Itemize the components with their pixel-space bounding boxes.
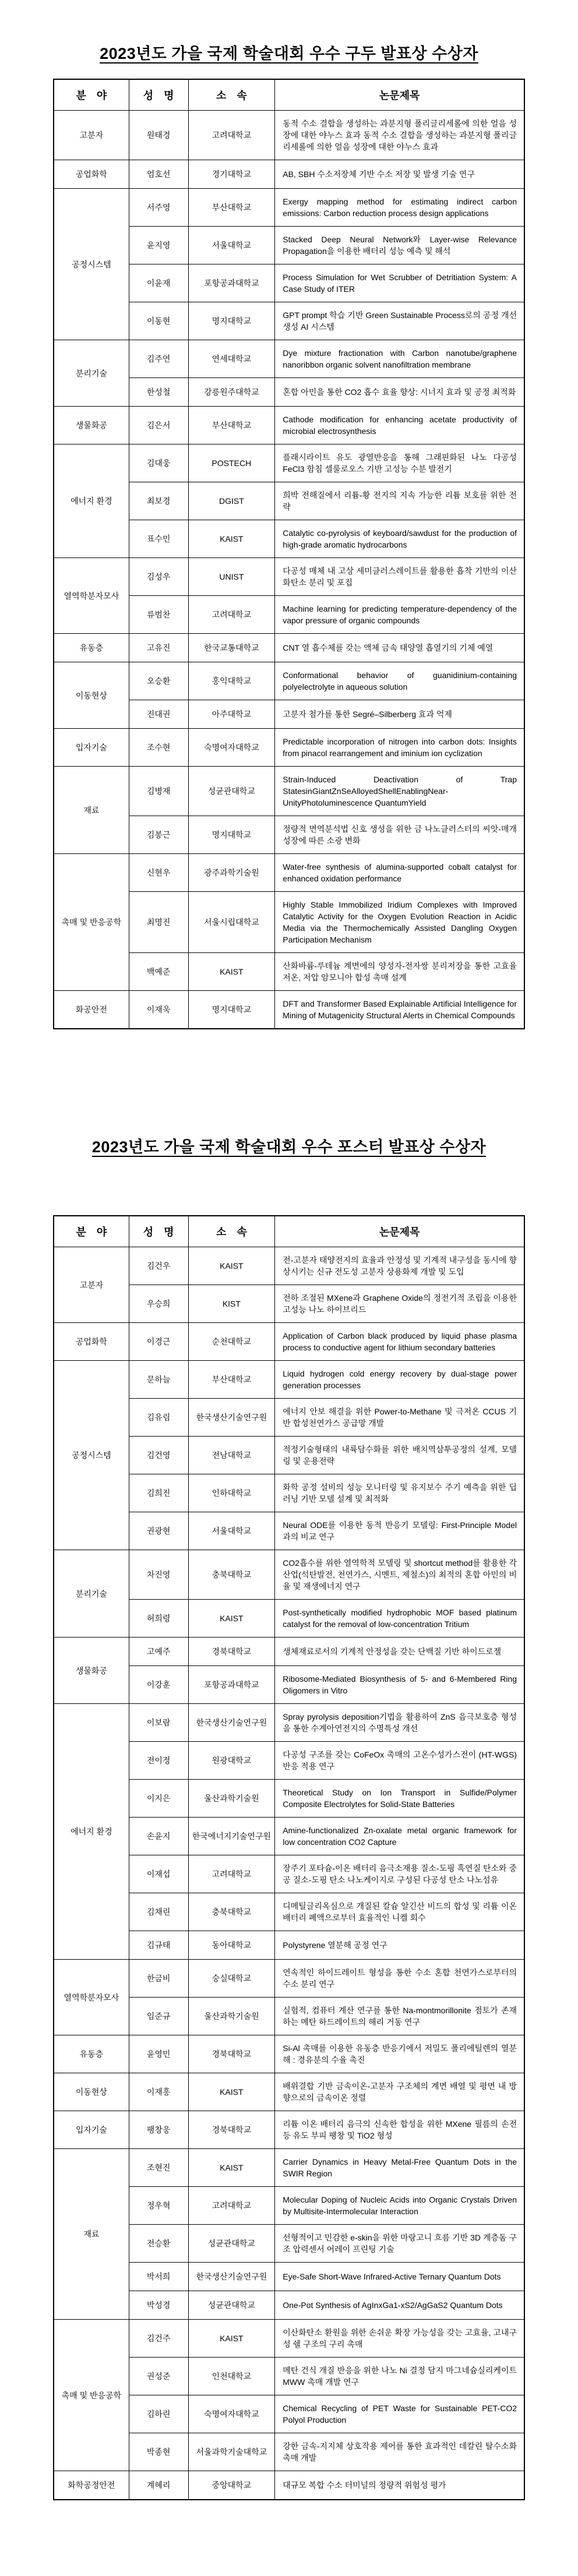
- field-cell: 생물화공: [54, 1638, 129, 1704]
- paper-title-cell: 화학 공정 설비의 성능 모니터링 및 유지보수 주기 예측을 위한 딥러닝 기반 모델 설계 및 최적화: [275, 1474, 524, 1512]
- table-row: [54, 2111, 524, 2149]
- oral-awards-section: [53, 41, 525, 1029]
- table-row: [54, 160, 524, 189]
- name-cell: 고예주: [129, 1638, 188, 1666]
- table-row: [54, 767, 524, 816]
- table-row: [54, 407, 524, 444]
- paper-title-cell: Ribosome-Mediated Biosynthesis of 5- and 6-Membered Ring Oligomers in Vitro: [275, 1666, 524, 1704]
- affiliation-cell: KAIST: [188, 1600, 275, 1638]
- column-header: 성 명: [129, 1216, 188, 1247]
- paper-title-cell: Neural ODE를 이용한 동적 반응기 모델링: First-Principle Model과의 비교 연구: [275, 1512, 524, 1550]
- field-cell: 에너지 환경: [54, 1704, 129, 1960]
- table-row: [54, 2149, 524, 2187]
- name-cell: 신현우: [129, 854, 188, 892]
- name-cell: 문하늘: [129, 1361, 188, 1399]
- affiliation-cell: 전남대학교: [188, 1437, 275, 1474]
- affiliation-cell: 성균관대학교: [188, 2291, 275, 2320]
- affiliation-cell: 경기대학교: [188, 160, 275, 189]
- paper-title-cell: Polystyrene 열분해 공정 연구: [275, 1931, 524, 1960]
- name-cell: 표수민: [129, 520, 188, 558]
- affiliation-cell: 숭실대학교: [188, 1960, 275, 1998]
- name-cell: 팽창웅: [129, 2111, 188, 2149]
- field-cell: 유동층: [54, 2035, 129, 2073]
- affiliation-cell: 숙명여자대학교: [188, 729, 275, 767]
- field-cell: 분리기술: [54, 1550, 129, 1638]
- affiliation-cell: 명지대학교: [188, 816, 275, 854]
- table-row: [54, 2320, 524, 2358]
- name-cell: 권광현: [129, 1512, 188, 1550]
- affiliation-cell: 동아대학교: [188, 1931, 275, 1960]
- name-cell: 이동현: [129, 302, 188, 340]
- name-cell: 김성우: [129, 558, 188, 596]
- name-cell: 박성경: [129, 2291, 188, 2320]
- paper-title-cell: 리튬 이온 배터리 음극의 신속한 합성을 위한 MXene 필름의 손전등 유도 부피 팽창 및 TiO2 형성: [275, 2111, 524, 2149]
- field-cell: 이동현상: [54, 2073, 129, 2111]
- column-header: 소 속: [188, 79, 275, 111]
- table-row: [54, 1638, 524, 1666]
- name-cell: 조수현: [129, 729, 188, 767]
- name-cell: 임준규: [129, 1998, 188, 2035]
- paper-title-cell: 디메틸글리옥심으로 개질된 칼슘 알긴산 비드의 합성 및 리튬 이온 배터리 폐액으로부터 효율적인 니켈 회수: [275, 1893, 524, 1931]
- paper-title-cell: Carrier Dynamics in Heavy Metal-Free Quantum Dots in the SWIR Region: [275, 2149, 524, 2187]
- affiliation-cell: 부산대학교: [188, 189, 275, 227]
- name-cell: 전이정: [129, 1742, 188, 1780]
- table-row: [54, 634, 524, 662]
- paper-title-cell: Predictable incorporation of nitrogen into carbon dots: Insights from pinacol rearrangement and iminium ion cyclization: [275, 729, 524, 767]
- table-row: [54, 729, 524, 767]
- paper-title-cell: 동적 수소 결합을 생성하는 과분지형 폴리글리세롤에 의한 얼음 성장에 대한 야누스 효과 동적 수소 결합을 생성하는 과분지형 폴리글리세롤에 의한 얼음 성장에 대한 야누스 효과: [275, 111, 524, 160]
- name-cell: 김하린: [129, 2395, 188, 2433]
- name-cell: 우승희: [129, 1285, 188, 1323]
- name-cell: 계혜리: [129, 2471, 188, 2500]
- field-cell: 에너지 환경: [54, 444, 129, 558]
- paper-title-cell: 연속적인 하이드레이트 형성을 통한 수소 혼합 천연가스로부터의 수소 분리 연구: [275, 1960, 524, 1998]
- paper-title-cell: 다공성 매체 내 고상 세미클러스레이트를 활용한 흡착 기반의 이산화탄소 분리 및 포집: [275, 558, 524, 596]
- table-row: [54, 1323, 524, 1361]
- name-cell: 김병재: [129, 767, 188, 816]
- affiliation-cell: 성균관대학교: [188, 767, 275, 816]
- affiliation-cell: KAIST: [188, 2320, 275, 2358]
- affiliation-cell: 중앙대학교: [188, 2471, 275, 2500]
- name-cell: 서주영: [129, 189, 188, 227]
- paper-title-cell: Post-synthetically modified hydrophobic MOF based platinum catalyst for the removal of low-concentration Tritium: [275, 1600, 524, 1638]
- paper-title-cell: 이산화탄소 환원을 위한 손쉬운 확장 가능성을 갖는 고효율, 고내구성 쉘 구조의 구리 촉매: [275, 2320, 524, 2358]
- field-cell: 유동층: [54, 634, 129, 662]
- name-cell: 김은서: [129, 407, 188, 444]
- table-row: [54, 340, 524, 378]
- table-row: [54, 2073, 524, 2111]
- table-body: [54, 111, 524, 1029]
- name-cell: 백예준: [129, 953, 188, 991]
- affiliation-cell: 경북대학교: [188, 2111, 275, 2149]
- table-row: [54, 558, 524, 596]
- field-cell: 공업화학: [54, 160, 129, 189]
- field-cell: 입자기술: [54, 2111, 129, 2149]
- affiliation-cell: KAIST: [188, 520, 275, 558]
- affiliation-cell: 충북대학교: [188, 1893, 275, 1931]
- affiliation-cell: POSTECH: [188, 444, 275, 482]
- column-header: 분 야: [54, 79, 129, 111]
- table-row: [54, 991, 524, 1029]
- affiliation-cell: 아주대학교: [188, 700, 275, 729]
- affiliation-cell: 포항공과대학교: [188, 264, 275, 302]
- field-cell: 공업화학: [54, 1323, 129, 1361]
- paper-title-cell: 배위결합 기반 금속이온-고분자 구조체의 계면 배열 및 평면 내 방향으로의 금속이온 정렬: [275, 2073, 524, 2111]
- name-cell: 김봉근: [129, 816, 188, 854]
- table-header-row: [54, 79, 524, 111]
- table-header-row: [54, 1216, 524, 1247]
- paper-title-cell: Catalytic co-pyrolysis of keyboard/sawdust for the production of high-grade aromatic hydrocarbons: [275, 520, 524, 558]
- name-cell: 이경근: [129, 1323, 188, 1361]
- field-cell: 열역학분자모사: [54, 1960, 129, 2035]
- paper-title-cell: 선형적이고 민감한 e-skin을 위한 마랑고니 흐름 기반 3D 계층돔 구조 압력센서 어레이 프린팅 기술: [275, 2225, 524, 2263]
- table-row: [54, 1550, 524, 1600]
- poster-awards-table: [53, 1215, 525, 2500]
- poster-awards-title: 2023년도 가을 국제 학술대회 우수 포스터 발표상 수상자: [91, 1138, 487, 1156]
- name-cell: 이지은: [129, 1780, 188, 1818]
- paper-title-cell: Liquid hydrogen cold energy recovery by dual-stage power generation processes: [275, 1361, 524, 1399]
- name-cell: 류범찬: [129, 596, 188, 634]
- paper-title-cell: 생체재료로서의 기계적 안정성을 갖는 단백질 기반 하이드로젤: [275, 1638, 524, 1666]
- field-cell: 촉매 및 반응공학: [54, 2320, 129, 2471]
- name-cell: 김채린: [129, 1893, 188, 1931]
- affiliation-cell: 울산과학기술원: [188, 1780, 275, 1818]
- name-cell: 윤영민: [129, 2035, 188, 2073]
- name-cell: 최명진: [129, 892, 188, 953]
- affiliation-cell: 서울대학교: [188, 227, 275, 264]
- paper-title-cell: Exergy mapping method for estimating indirect carbon emissions: Carbon reduction process design applications: [275, 189, 524, 227]
- paper-title-cell: 정량적 면역분석법 신호 생성을 위한 금 나노클러스터의 씨앗-매개 성장에 따른 소광 변화: [275, 816, 524, 854]
- paper-title-cell: CNT 열 흡수체를 갖는 액체 금속 태양열 흡열기의 기체 예열: [275, 634, 524, 662]
- paper-title-cell: Machine learning for predicting temperature-dependency of the vapor pressure of organic compounds: [275, 596, 524, 634]
- paper-title-cell: 대규모 복합 수소 터미널의 정량적 위험성 평가: [275, 2471, 524, 2500]
- affiliation-cell: KIST: [188, 1285, 275, 1323]
- paper-title-cell: Water-free synthesis of alumina-supported cobalt catalyst for enhanced oxidation performance: [275, 854, 524, 892]
- name-cell: 김희진: [129, 1474, 188, 1512]
- name-cell: 한성철: [129, 378, 188, 407]
- affiliation-cell: 원광대학교: [188, 1742, 275, 1780]
- name-cell: 차진영: [129, 1550, 188, 1600]
- affiliation-cell: 인천대학교: [188, 2358, 275, 2395]
- poster-awards-section: [53, 1134, 525, 2500]
- affiliation-cell: 명지대학교: [188, 991, 275, 1029]
- affiliation-cell: 명지대학교: [188, 302, 275, 340]
- paper-title-cell: AB, SBH 수소저장체 기반 수소 저장 및 발생 기술 연구: [275, 160, 524, 189]
- name-cell: 원태경: [129, 111, 188, 160]
- paper-title-cell: Spray pyrolysis deposition기법을 활용하여 ZnS 음극보호층 형성을 통한 수계아연전지의 수명특성 개선: [275, 1704, 524, 1742]
- header-row: [54, 79, 524, 111]
- paper-title-cell: Amine-functionalized Zn-oxalate metal organic framework for low concentration CO2 Capture: [275, 1818, 524, 1855]
- name-cell: 박서희: [129, 2263, 188, 2291]
- affiliation-cell: 강릉원주대학교: [188, 378, 275, 407]
- paper-title-cell: Highly Stable Immobilized Iridium Complexes with Improved Catalytic Activity for the Oxygen Evolution Reaction in Acidic Media via the Thermochemically Assisted Dangling Oxygen Participation Mechanism: [275, 892, 524, 953]
- paper-title-cell: Eye-Safe Short-Wave Infrared-Active Ternary Quantum Dots: [275, 2263, 524, 2291]
- affiliation-cell: 울산과학기술원: [188, 1998, 275, 2035]
- affiliation-cell: 서울시립대학교: [188, 892, 275, 953]
- paper-title-cell: 적정기술형태의 내륙담수화를 위한 배치역삼투공정의 설계, 모델링 및 운용전략: [275, 1437, 524, 1474]
- affiliation-cell: 고려대학교: [188, 111, 275, 160]
- name-cell: 김건영: [129, 1437, 188, 1474]
- affiliation-cell: 고려대학교: [188, 1855, 275, 1893]
- name-cell: 김주연: [129, 340, 188, 378]
- affiliation-cell: 인하대학교: [188, 1474, 275, 1512]
- table-row: [54, 111, 524, 160]
- affiliation-cell: 부산대학교: [188, 407, 275, 444]
- table-body: [54, 1247, 524, 2500]
- paper-title-cell: Theoretical Study on Ion Transport in Sulfide/Polymer Composite Electrolytes for Solid-State Batteries: [275, 1780, 524, 1818]
- affiliation-cell: KAIST: [188, 1247, 275, 1285]
- paper-title-cell: 산화바륨-루테늄 계면에의 양성자-전자쌍 분리저장을 통한 고효율 저온, 저압 암모니아 합성 촉매 설계: [275, 953, 524, 991]
- name-cell: 김유림: [129, 1399, 188, 1437]
- paper-title-cell: 전-고분자 태양전지의 효율과 안정성 및 기계적 내구성을 동시에 향상시키는 신규 전도성 고분자 상용화제 개발 및 도입: [275, 1247, 524, 1285]
- table-row: [54, 1247, 524, 1285]
- paper-title-cell: 플래시라이트 유도 광열반응을 통해 그래핀화된 나노 다공성 FeCl3 함침 셀룰로오스 기반 고성능 수분 발전기: [275, 444, 524, 482]
- name-cell: 엄호선: [129, 160, 188, 189]
- oral-awards-table: [53, 79, 525, 1029]
- name-cell: 오승환: [129, 662, 188, 700]
- table-row: [54, 2471, 524, 2500]
- paper-title-cell: 전하 조절된 MXene과 Graphene Oxide의 정전기적 조립을 이용한 고성능 나노 하이브리드: [275, 1285, 524, 1323]
- affiliation-cell: 한국생산기술연구원: [188, 2263, 275, 2291]
- paper-title-cell: Cathode modification for enhancing acetate productivity of microbial electrosynthesis: [275, 407, 524, 444]
- affiliation-cell: 서울과학기술대학교: [188, 2433, 275, 2471]
- field-cell: 공정시스템: [54, 189, 129, 340]
- paper-title-cell: Strain-Induced Deactivation of Trap StatesinGiantZnSeAlloyedShellEnablingNear-UnityPhotoluminescence QuantumYield: [275, 767, 524, 816]
- name-cell: 최보경: [129, 482, 188, 520]
- paper-title-cell: Conformational behavior of guanidinium-containing polyelectrolyte in aqueous solution: [275, 662, 524, 700]
- table-row: [54, 444, 524, 482]
- affiliation-cell: 고려대학교: [188, 596, 275, 634]
- paper-title-cell: GPT prompt 학습 기반 Green Sustainable Process로의 공정 개선 생성 AI 시스템: [275, 302, 524, 340]
- paper-title-cell: Process Simulation for Wet Scrubber of Detritiation System: A Case Study of ITER: [275, 264, 524, 302]
- paper-title-cell: Si-Al 촉매를 이용한 유동층 반응기에서 저밀도 폴리에틸렌의 열분해 : 경유분의 수율 촉진: [275, 2035, 524, 2073]
- paper-title-cell: CO2흡수를 위한 열역학적 모델링 및 shortcut method를 활용한 각 산업(석탄발전, 천연가스, 시멘트, 제철소)의 최적의 혼합 아민의 비율 및 재생에너지 연구: [275, 1550, 524, 1600]
- name-cell: 권성준: [129, 2358, 188, 2395]
- table-row: [54, 1361, 524, 1399]
- field-cell: 화공안전: [54, 991, 129, 1029]
- affiliation-cell: DGIST: [188, 482, 275, 520]
- paper-title-cell: 희박 전해질에서 리튬-황 전지의 지속 가능한 리튬 보호를 위한 전략: [275, 482, 524, 520]
- field-cell: 고분자: [54, 1247, 129, 1323]
- oral-awards-title: 2023년도 가을 국제 학술대회 우수 구두 발표상 수상자: [100, 45, 478, 62]
- affiliation-cell: 경북대학교: [188, 2035, 275, 2073]
- name-cell: 윤지영: [129, 227, 188, 264]
- name-cell: 정우혁: [129, 2187, 188, 2225]
- table-row: [54, 662, 524, 700]
- paper-title-cell: Dye mixture fractionation with Carbon nanotube/graphene nanoribbon organic solvent nanofiltration membrane: [275, 340, 524, 378]
- name-cell: 이재홍: [129, 2073, 188, 2111]
- paper-title-cell: Application of Carbon black produced by liquid phase plasma process to conductive agent for lithium secondary batteries: [275, 1323, 524, 1361]
- name-cell: 허희령: [129, 1600, 188, 1638]
- name-cell: 이윤재: [129, 264, 188, 302]
- affiliation-cell: 부산대학교: [188, 1361, 275, 1399]
- field-cell: 이동현상: [54, 662, 129, 729]
- header-row: [54, 1216, 524, 1247]
- name-cell: 김규태: [129, 1931, 188, 1960]
- table-row: [54, 1960, 524, 1998]
- name-cell: 이보람: [129, 1704, 188, 1742]
- name-cell: 손윤지: [129, 1818, 188, 1855]
- field-cell: 생물화공: [54, 407, 129, 444]
- affiliation-cell: 고려대학교: [188, 2187, 275, 2225]
- name-cell: 한금비: [129, 1960, 188, 1998]
- affiliation-cell: 충북대학교: [188, 1550, 275, 1600]
- name-cell: 김건주: [129, 2320, 188, 2358]
- paper-title-cell: 메탄 건식 개질 반응을 위한 나노 Ni 결정 담지 마그네슘실리케이트 MWW 촉매 개발 연구: [275, 2358, 524, 2395]
- affiliation-cell: 한국생산기술연구원: [188, 1704, 275, 1742]
- table-row: [54, 2035, 524, 2073]
- affiliation-cell: 광주과학기술원: [188, 854, 275, 892]
- name-cell: 고유진: [129, 634, 188, 662]
- affiliation-cell: 경북대학교: [188, 1638, 275, 1666]
- name-cell: 이재욱: [129, 991, 188, 1029]
- name-cell: 김대웅: [129, 444, 188, 482]
- field-cell: 촉매 및 반응공학: [54, 854, 129, 991]
- name-cell: 전승환: [129, 2225, 188, 2263]
- affiliation-cell: 한국생산기술연구원: [188, 1399, 275, 1437]
- affiliation-cell: 숙명여자대학교: [188, 2395, 275, 2433]
- paper-title-cell: Molecular Doping of Nucleic Acids into Organic Crystals Driven by Multisite-Intermolecular Interaction: [275, 2187, 524, 2225]
- paper-title-cell: One-Pot Synthesis of AgInxGa1-xS2/AgGaS2 Quantum Dots: [275, 2291, 524, 2320]
- field-cell: 재료: [54, 767, 129, 854]
- field-cell: 고분자: [54, 111, 129, 160]
- affiliation-cell: 한국교통대학교: [188, 634, 275, 662]
- field-cell: 화학공정안전: [54, 2471, 129, 2500]
- column-header: 논문제목: [275, 79, 524, 111]
- table-row: [54, 854, 524, 892]
- paper-title-cell: 에너지 안보 해결을 위한 Power-to-Methane 및 극저온 CCUS 기반 합성천연가스 공급망 개발: [275, 1399, 524, 1437]
- field-cell: 재료: [54, 2149, 129, 2320]
- name-cell: 이강훈: [129, 1666, 188, 1704]
- affiliation-cell: UNIST: [188, 558, 275, 596]
- affiliation-cell: 연세대학교: [188, 340, 275, 378]
- column-header: 분 야: [54, 1216, 129, 1247]
- name-cell: 이재섭: [129, 1855, 188, 1893]
- name-cell: 박종현: [129, 2433, 188, 2471]
- column-header: 성 명: [129, 79, 188, 111]
- table-row: [54, 1704, 524, 1742]
- affiliation-cell: KAIST: [188, 953, 275, 991]
- affiliation-cell: 한국에너지기술연구원: [188, 1818, 275, 1855]
- name-cell: 김건우: [129, 1247, 188, 1285]
- paper-title-cell: 다공성 구조를 갖는 CoFeOx 촉매의 고온수성가스전이 (HT-WGS)반응 적용 연구: [275, 1742, 524, 1780]
- affiliation-cell: 성균관대학교: [188, 2225, 275, 2263]
- table-row: [54, 189, 524, 227]
- affiliation-cell: KAIST: [188, 2149, 275, 2187]
- affiliation-cell: KAIST: [188, 2073, 275, 2111]
- paper-title-cell: 고분자 첨가를 통한 Segré–Silberberg 효과 억제: [275, 700, 524, 729]
- paper-title-cell: 혼합 아민을 통한 CO2 흡수 효율 향상: 시너지 효과 및 공정 최적화: [275, 378, 524, 407]
- paper-title-cell: 실험적, 컴퓨터 계산 연구를 통한 Na-montmorillonite 점토가 존재하는 메탄 하드레이트의 해리 거동 연구: [275, 1998, 524, 2035]
- paper-title-cell: 장주기 포타슘-이온 배터리 음극소재용 질소-도핑 흑연질 탄소와 중공 질소-도핑 탄소 나노케이지로 구성된 다공성 탄소 나노섬유: [275, 1855, 524, 1893]
- field-cell: 분리기술: [54, 340, 129, 407]
- column-header: 소 속: [188, 1216, 275, 1247]
- paper-title-cell: 강한 금속-지지체 상호작용 제어를 통한 효과적인 데칼린 탈수소화 촉매 개발: [275, 2433, 524, 2471]
- paper-title-cell: DFT and Transformer Based Explainable Artificial Intelligence for Mining of Mutagenicity Structural Alerts in Chemical Compounds: [275, 991, 524, 1029]
- affiliation-cell: 서울대학교: [188, 1512, 275, 1550]
- affiliation-cell: 순천대학교: [188, 1323, 275, 1361]
- name-cell: 조현진: [129, 2149, 188, 2187]
- field-cell: 열역학분자모사: [54, 558, 129, 634]
- name-cell: 진대권: [129, 700, 188, 729]
- affiliation-cell: 포항공과대학교: [188, 1666, 275, 1704]
- paper-title-cell: Stacked Deep Neural Network와 Layer-wise Relevance Propagation을 이용한 배터리 성능 예측 및 해석: [275, 227, 524, 264]
- column-header: 논문제목: [275, 1216, 524, 1247]
- affiliation-cell: 홍익대학교: [188, 662, 275, 700]
- field-cell: 공정시스템: [54, 1361, 129, 1550]
- field-cell: 입자기술: [54, 729, 129, 767]
- paper-title-cell: Chemical Recycling of PET Waste for Sustainable PET-CO2 Polyol Production: [275, 2395, 524, 2433]
